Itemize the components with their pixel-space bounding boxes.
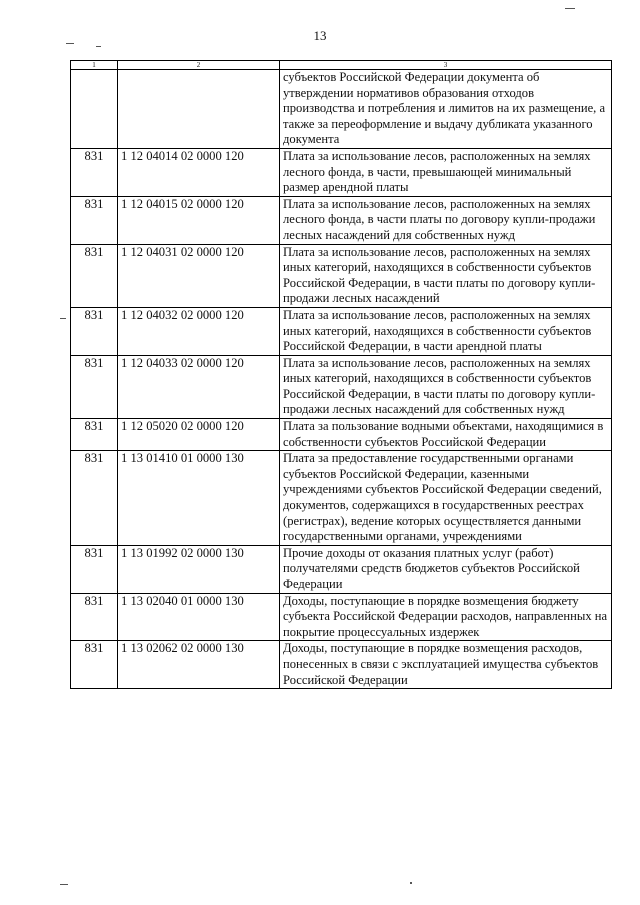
admin-code-cell: 831 [71,307,118,355]
table-row [71,419,612,451]
scan-mark [565,8,575,9]
table-row [71,641,612,689]
table-row [71,355,612,418]
admin-code-cell [71,70,118,149]
description-cell: Плата за использование лесов, расположенных на землях иных категорий, находящихся в собственности субъектов Российской Федерации, в части платы по договору купли-продажи лесных насаждений для собственных нужд [280,355,612,418]
table-row [71,545,612,593]
revenue-code-cell: 1 12 05020 02 0000 120 [118,419,280,451]
revenue-code-cell: 1 12 04014 02 0000 120 [118,148,280,196]
table-row [71,307,612,355]
revenue-code-cell [118,70,280,149]
revenue-code-cell: 1 12 04031 02 0000 120 [118,244,280,307]
description-cell: Доходы, поступающие в порядке возмещения расходов, понесенных в связи с эксплуатацией имущества субъектов Российской Федерации [280,641,612,689]
description-cell: Плата за использование лесов, расположенных на землях лесного фонда, в части платы по договору купли-продажи лесных насаждений для собственных нужд [280,196,612,244]
admin-code-cell: 831 [71,641,118,689]
table-header-row [71,61,612,70]
revenue-code-cell: 1 12 04033 02 0000 120 [118,355,280,418]
page-number: 13 [313,28,327,43]
scan-mark [410,882,412,884]
column-header: 2 [118,61,280,70]
description-cell: Плата за использование лесов, расположенных на землях иных категорий, находящихся в собственности субъектов Российской Федерации, в части арендной платы [280,307,612,355]
revenue-code-cell: 1 13 01410 01 0000 130 [118,451,280,546]
revenue-code-cell: 1 13 02040 01 0000 130 [118,593,280,641]
scan-mark [60,884,68,885]
admin-code-cell: 831 [71,545,118,593]
scan-mark [66,43,74,44]
description-cell: Доходы, поступающие в порядке возмещения бюджету субъекта Российской Федерации расходов, направленных на покрытие процессуальных издержек [280,593,612,641]
table-row [71,451,612,546]
admin-code-cell: 831 [71,451,118,546]
description-cell: субъектов Российской Федерации документа об утверждении нормативов образования отходов производства и потребления и лимитов на их размещение, а также за переоформление и выдачу дубликата указанного документа [280,70,612,149]
admin-code-cell: 831 [71,355,118,418]
revenue-code-cell: 1 13 01992 02 0000 130 [118,545,280,593]
admin-code-cell: 831 [71,196,118,244]
table-row [71,70,612,149]
scan-mark [96,46,101,47]
column-header: 3 [280,61,612,70]
admin-code-cell: 831 [71,244,118,307]
description-cell: Плата за использование лесов, расположенных на землях лесного фонда, в части, превышающей минимальный размер арендной платы [280,148,612,196]
scan-mark [60,318,66,319]
description-cell: Прочие доходы от оказания платных услуг (работ) получателями средств бюджетов субъектов Российской Федерации [280,545,612,593]
revenue-code-cell: 1 12 04015 02 0000 120 [118,196,280,244]
table-row [71,196,612,244]
revenue-code-cell: 1 12 04032 02 0000 120 [118,307,280,355]
admin-code-cell: 831 [71,419,118,451]
revenue-code-cell: 1 13 02062 02 0000 130 [118,641,280,689]
description-cell: Плата за использование лесов, расположенных на землях иных категорий, находящихся в собственности субъектов Российской Федерации, в части платы по договору купли-продажи лесных насаждений [280,244,612,307]
description-cell: Плата за пользование водными объектами, находящимися в собственности субъектов Российской Федерации [280,419,612,451]
admin-code-cell: 831 [71,148,118,196]
table-row [71,593,612,641]
admin-code-cell: 831 [71,593,118,641]
description-cell: Плата за предоставление государственными органами субъектов Российской Федерации, казенными учреждениями субъектов Российской Федерации сведений, документов, содержащихся в государственных реестрах (регистрах), ведение которых осуществляется данными государственными органами, учреждениями [280,451,612,546]
revenue-codes-table [70,60,612,689]
table-row [71,244,612,307]
column-header: 1 [71,61,118,70]
table-row [71,148,612,196]
